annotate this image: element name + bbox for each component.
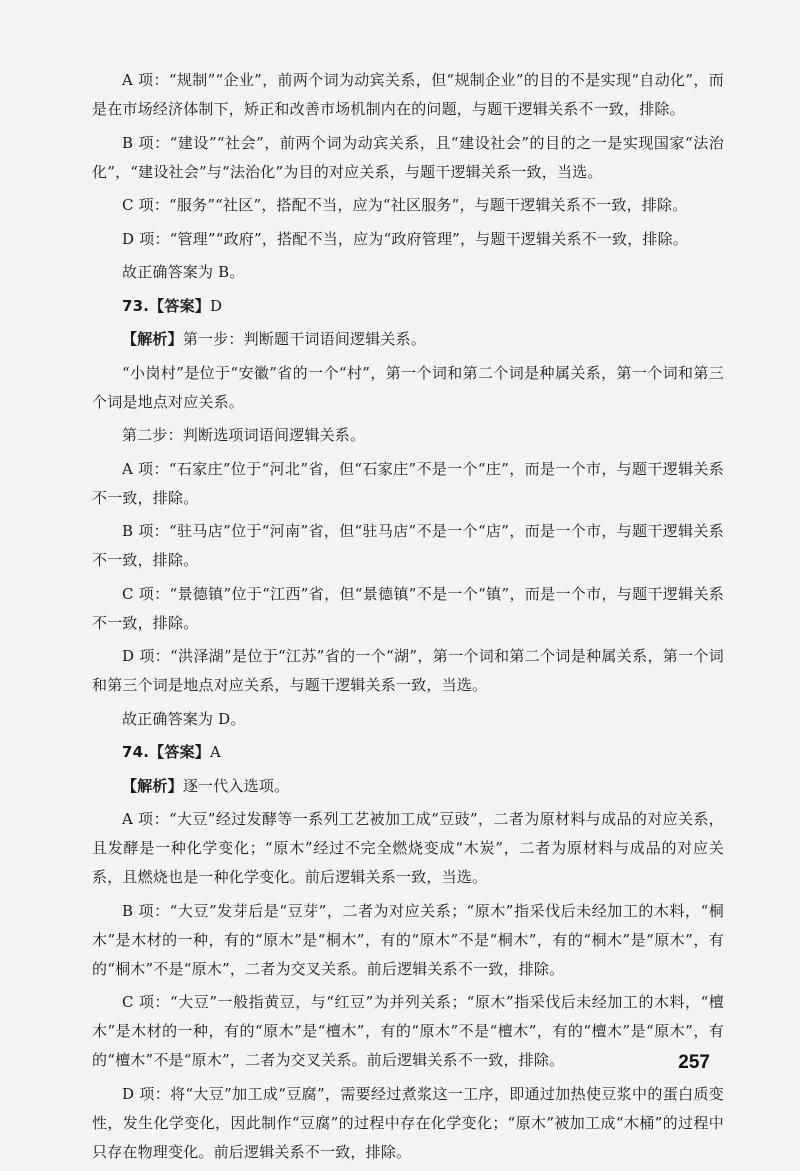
answer-label: 74.【答案】 bbox=[122, 743, 210, 761]
paragraph bbox=[92, 642, 724, 700]
paragraph bbox=[92, 1080, 724, 1167]
paragraph-text: D 项：“管理”“政府”，搭配不当，应为“政府管理”，与题干逻辑关系不一致，排除。 bbox=[122, 229, 689, 248]
paragraph bbox=[92, 129, 724, 187]
answer-label: 73.【答案】 bbox=[122, 296, 210, 315]
paragraph-text: A 项：“规制”“企业”，前两个词为动宾关系，但“规制企业”的目的不是实现“自动化”，而是在市场经济体制下，矫正和改善市场机制内在的问题，与题干逻辑关系不一致，排除。 bbox=[92, 71, 724, 118]
paragraph-text: 故正确答案为 B。 bbox=[122, 263, 245, 281]
paragraph-text: 第一步：判断题干词语间逻辑关系。 bbox=[182, 330, 427, 348]
paragraph bbox=[92, 359, 724, 417]
paragraph bbox=[92, 225, 724, 254]
analysis-paragraph bbox=[92, 325, 724, 354]
answer-value: A bbox=[209, 743, 222, 761]
paragraph-text: D 项：“洪泽湖”是位于“江苏”省的一个“湖”，第一个词和第二个词是种属关系，第一个词和第三个词是地点对应关系，与题干逻辑关系一致，当选。 bbox=[92, 647, 724, 694]
answer-heading bbox=[92, 738, 724, 767]
paragraph-text: B 项：“大豆”发芽后是“豆芽”，二者为对应关系；“原木”指采伐后未经加工的木料，“桐木”是木材的一种，有的“原木”是“桐木”，有的“原木”不是“桐木”，有的“桐木”是“原木”，有的“桐木”不是“原木”，二者为交叉关系。前后逻辑关系不一致，排除。 bbox=[92, 901, 724, 978]
paragraph bbox=[92, 705, 724, 734]
paragraph-text: A 项：“石家庄”位于“河北”省，但“石家庄”不是一个“庄”，而是一个市，与题干逻辑关系不一致，排除。 bbox=[92, 459, 724, 507]
paragraph bbox=[92, 191, 724, 220]
paragraph bbox=[92, 455, 724, 513]
paragraph bbox=[92, 258, 724, 287]
page-number: 257 bbox=[678, 1052, 710, 1073]
paragraph bbox=[92, 517, 724, 575]
paragraph bbox=[92, 580, 724, 638]
document-body bbox=[92, 66, 724, 1171]
paragraph-text: “小岗村”是位于“安徽”省的一个“村”，第一个词和第二个词是种属关系，第一个词和第三个词是地点对应关系。 bbox=[92, 363, 724, 411]
analysis-label: 【解析】 bbox=[122, 776, 183, 795]
paragraph bbox=[92, 805, 724, 892]
paragraph-text: 逐一代入选项。 bbox=[182, 776, 290, 795]
paragraph-text: A 项：“大豆”经过发酵等一系列工艺被加工成“豆豉”，二者为原材料与成品的对应关系，且发酵是一种化学变化；“原木”经过不完全燃烧变成“木炭”，二者为原材料与成品的对应关系，且燃烧也是一种化学变化。前后逻辑关系一致，当选。 bbox=[92, 810, 724, 886]
answer-heading bbox=[92, 292, 724, 321]
analysis-label: 【解析】 bbox=[122, 330, 183, 348]
paragraph-text: 故正确答案为 D。 bbox=[122, 709, 246, 728]
paragraph-text: C 项：“景德镇”位于“江西”省，但“景德镇”不是一个“镇”，而是一个市，与题干逻辑关系不一致，排除。 bbox=[92, 584, 724, 632]
paragraph-text: C 项：“大豆”一般指黄豆，与“红豆”为并列关系；“原木”指采伐后未经加工的木料，“檀木”是木材的一种，有的“原木”是“檀木”，有的“原木”不是“檀木”，有的“檀木”是“原木”，有的“檀木”不是“原木”，二者为交叉关系。前后逻辑关系不一致，排除。 bbox=[92, 993, 724, 1069]
paragraph-text: B 项：“驻马店”位于“河南”省，但“驻马店”不是一个“店”，而是一个市，与题干逻辑关系不一致，排除。 bbox=[92, 522, 724, 569]
paragraph-text: 第二步：判断选项词语间逻辑关系。 bbox=[122, 426, 366, 444]
paragraph bbox=[92, 988, 724, 1075]
paragraph-text: B 项：“建设”“社会”，前两个词为动宾关系，且“建设社会”的目的之一是实现国家“法治化”，“建设社会”与“法治化”为目的对应关系，与题干逻辑关系一致，当选。 bbox=[92, 133, 724, 181]
answer-value: D bbox=[209, 296, 223, 315]
paragraph bbox=[92, 421, 724, 450]
analysis-paragraph bbox=[92, 772, 724, 801]
paragraph-text: D 项：将“大豆”加工成“豆腐”，需要经过煮浆这一工序，即通过加热使豆浆中的蛋白质变性，发生化学变化，因此制作“豆腐”的过程中存在化学变化；“原木”被加工成“木桶”的过程中只存在物理变化。前后逻辑关系不一致，排除。 bbox=[92, 1084, 724, 1161]
paragraph-text: C 项：“服务”“社区”，搭配不当，应为“社区服务”，与题干逻辑关系不一致，排除。 bbox=[122, 196, 688, 214]
paragraph bbox=[92, 897, 724, 984]
paragraph bbox=[92, 66, 724, 124]
